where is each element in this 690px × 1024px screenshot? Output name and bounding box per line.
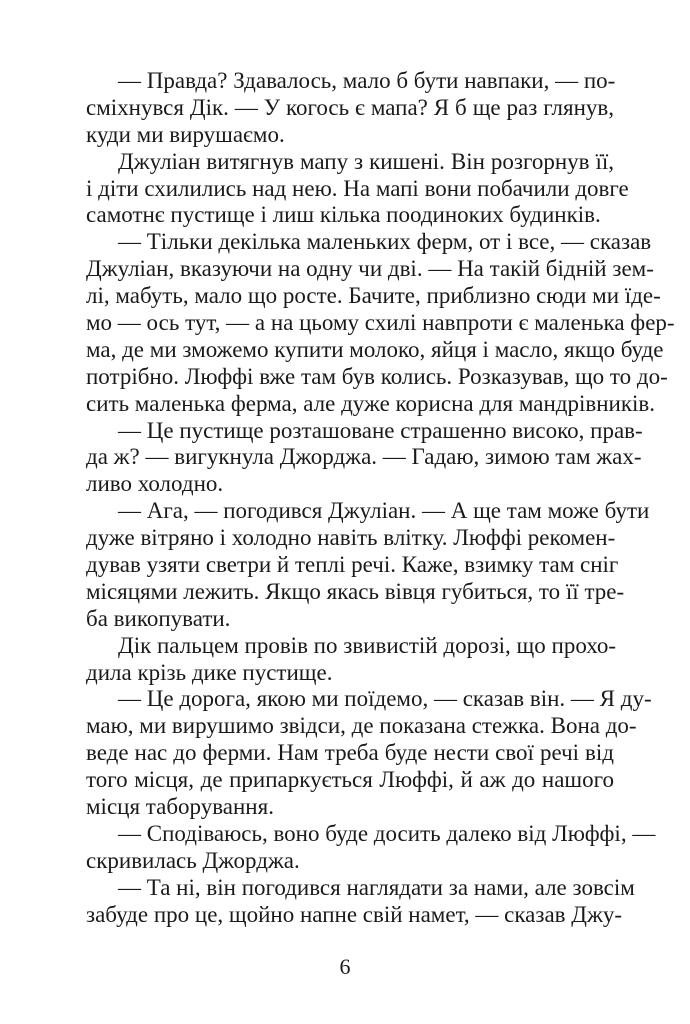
text-line: скривилась Джорджа. [86,847,300,873]
text-line: маю, ми вирушимо звідси, де показана стежка. Вона до- [86,713,637,739]
text-line: потрібно. Люффі вже там був колись. Розказував, що то до- [86,363,668,389]
text-line: — Сподіваюсь, воно буде досить далеко від Люффі, — [118,820,656,846]
text-line: веде нас до ферми. Нам треба буде нести свої речі від [86,740,614,766]
text-line: дуже вітряно і холодно навіть влітку. Люффі рекомен- [86,525,616,551]
text-line: сить маленька ферма, але дуже корисна для мандрівників. [86,390,656,416]
text-line: сміхнувся Дік. — У когось є мапа? Я б ще раз глянув, [86,94,614,120]
text-line: ма, де ми зможемо купити молоко, яйця і масло, якщо буде [86,336,664,362]
text-line: забуде про це, щойно напне свій намет, — сказав Джу- [86,901,623,927]
text-line: самотнє пустище і лиш кілька поодиноких будинків. [86,202,601,228]
text-line: — Тільки декілька маленьких ферм, от і все, — сказав [118,229,652,255]
page-number: 6 [339,954,351,979]
text-line: ба викопувати. [86,605,231,631]
text-line: місяцями лежить. Якщо якась вівця губиться, то її тре- [86,578,625,604]
text-line: мо — ось тут, — а на цьому схилі навпроти є маленька фер- [86,310,675,336]
text-line: Дік пальцем провів по звивистій дорозі, що прохо- [118,632,617,658]
text-line: — Це дорога, якою ми поїдемо, — сказав він. — Я ду- [118,686,652,712]
text-line: дила крізь дике пустище. [86,659,333,685]
text-line: дував узяти светри й теплі речі. Каже, взимку там сніг [86,552,619,578]
body-text [86,68,675,929]
text-line: того місця, де припаркується Люффі, й аж до нашого [86,767,614,793]
text-line: і діти схилились над нею. На мапі вони побачили довге [86,175,629,201]
text-line: — Це пустище розташоване страшенно високо, прав- [118,417,643,443]
text-line: Джуліан витягнув мапу з кишені. Він розгорнув її, [118,148,614,174]
text-line: ливо холодно. [86,471,224,497]
text-line: да ж? — вигукнула Джорджа. — Гадаю, зимою там жах- [86,444,642,470]
text-line: Джуліан, вказуючи на одну чи дві. — На такій бідній зем- [86,256,654,282]
text-line: лі, мабуть, мало що росте. Бачите, приблизно сюди ми їде- [86,283,661,309]
text-line: місця таборування. [86,794,274,820]
text-line: — Та ні, він погодився наглядати за нами, але зовсім [118,874,635,900]
text-line: куди ми вирушаємо. [86,121,285,147]
text-line: — Правда? Здавалось, мало б бути навпаки, — по- [118,68,616,93]
text-line: — Ага, — погодився Джуліан. — А ще там може бути [118,498,650,524]
